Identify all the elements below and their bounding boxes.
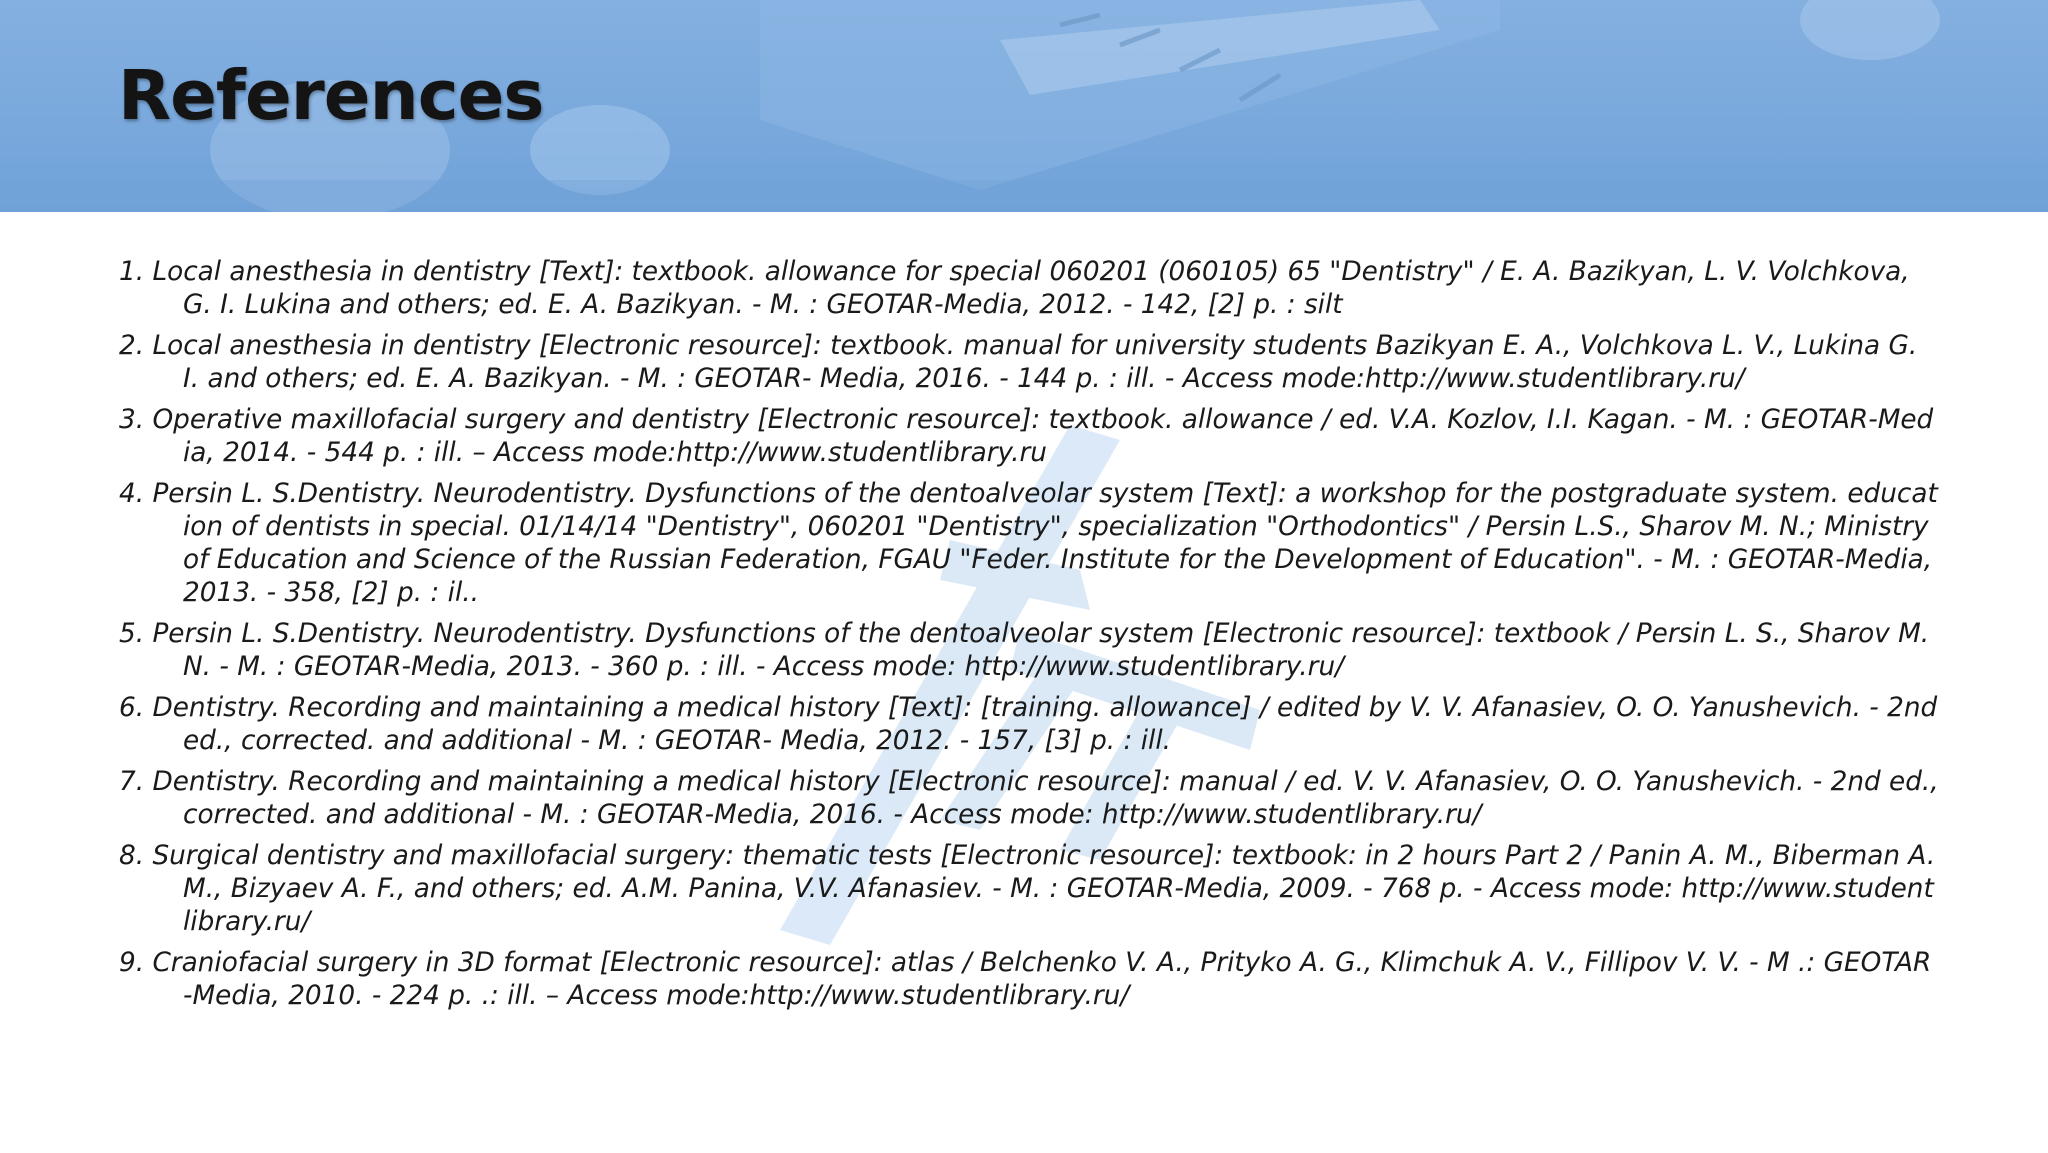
reference-list [119,256,1939,1021]
reference-item: 4. Persin L. S.Dentistry. Neurodentistry. Dysfunctions of the dentoalveolar system [Text]: a workshop for the postgraduate system. education of dentists in special. 01/14/14 "Dentistry", 060201 "Dentistry", specialization "Orthodontics" / Persin L.S., Sharov M. N.; Ministry of Education and Science of the Russian Federation, FGAU "Feder. Institute for the Development of Education". - M. : GEOTAR-Media, 2013. - 358, [2] p. : il.. [119,479,1938,608]
page-title: References [118,56,544,136]
reference-item: 7. Dentistry. Recording and maintaining a medical history [Electronic resource]: manual / ed. V. V. Afanasiev, O. O. Yanushevich. - 2nd ed., corrected. and additional - M. : GEOTAR-Media, 2016. - Access mode: http://www.studentlibrary.ru/ [119,767,1939,830]
reference-item: 3. Operative maxillofacial surgery and dentistry [Electronic resource]: textbook. allowance / ed. V.A. Kozlov, I.I. Kagan. - M. : GEOTAR-Media, 2014. - 544 p. : ill. – Access mode:http://www.studentlibrary.ru [119,405,1934,468]
header-banner [0,0,2048,212]
reference-item: 1. Local anesthesia in dentistry [Text]: textbook. allowance for special 060201 (060105) 65 "Dentistry" / E. A. Bazikyan, L. V. Volchkova, G. I. Lukina and others; ed. E. A. Bazikyan. - M. : GEOTAR-Media, 2012. - 142, [2] p. : silt [119,257,1910,320]
reference-item: 5. Persin L. S.Dentistry. Neurodentistry. Dysfunctions of the dentoalveolar system [Electronic resource]: textbook / Persin L. S., Sharov M. N. - M. : GEOTAR-Media, 2013. - 360 p. : ill. - Access mode: http://www.studentlibrary.ru/ [119,619,1930,682]
reference-item: 8. Surgical dentistry and maxillofacial surgery: thematic tests [Electronic resource]: textbook: in 2 hours Part 2 / Panin A. M., Biberman A. M., Bizyaev A. F., and others; ed. A.M. Panina, V.V. Afanasiev. - M. : GEOTAR-Media, 2009. - 768 p. - Access mode: http://www.studentlibrary.ru/ [119,841,1936,937]
reference-item: 9. Craniofacial surgery in 3D format [Electronic resource]: atlas / Belchenko V. A., Prityko A. G., Klimchuk A. V., Fillipov V. V. - M .: GEOTAR-Media, 2010. - 224 p. .: ill. – Access mode:http://www.studentlibrary.ru/ [119,948,1932,1011]
reference-item: 6. Dentistry. Recording and maintaining a medical history [Text]: [training. allowance] / edited by V. V. Afanasiev, O. O. Yanushevich. - 2nd ed., corrected. and additional - M. : GEOTAR- Media, 2012. - 157, [3] p. : ill. [119,693,1938,756]
reference-item: 2. Local anesthesia in dentistry [Electronic resource]: textbook. manual for university students Bazikyan E. A., Volchkova L. V., Lukina G. I. and others; ed. E. A. Bazikyan. - M. : GEOTAR- Media, 2016. - 144 p. : ill. - Access mode:http://www.studentlibrary.ru/ [119,331,1918,394]
